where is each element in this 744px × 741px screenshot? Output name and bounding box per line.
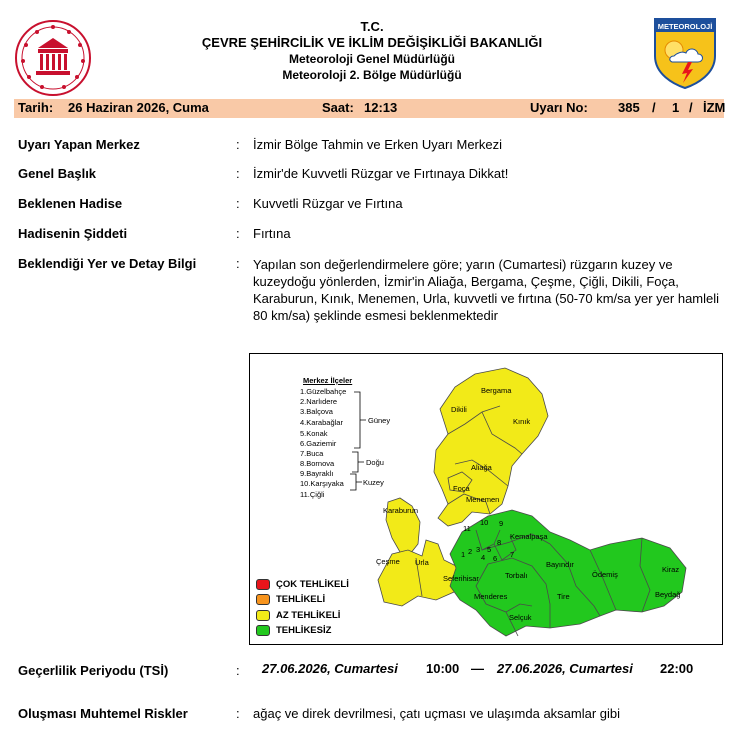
validity-start-time: 10:00 [426,661,460,676]
map-label-dikili: Dikili [451,405,467,414]
hazard-legend-less-dangerous [256,610,340,623]
validity-end-date: 27.06.2026, Cumartesi [497,661,633,676]
hazard-swatch-yellow [256,610,270,621]
central-district-4: 4.Karabağlar [300,418,343,427]
hazard-label-dangerous: TEHLİKELİ [276,594,326,606]
map-label-menemen: Menemen [466,495,500,504]
info-band [14,99,724,118]
hazard-label-less-dangerous: AZ TEHLİKELİ [276,610,341,622]
map-label-menderes: Menderes [474,592,508,601]
map-label-district-7: 7 [510,550,515,559]
map-label-cesme: Çeşme [376,557,400,566]
meteorology-logo [652,16,718,90]
map-label-district-3: 3 [476,545,481,554]
central-district-2: 2.Narlıdere [300,397,338,406]
map-label-torbali: Torbalı [505,571,528,580]
hazard-legend-dangerous [256,594,325,607]
central-district-9: 9.Bayraklı [300,469,334,478]
map-label-district-11: 11 [463,524,471,533]
hazard-swatch-orange [256,594,270,605]
warning-level: 1 [672,100,680,115]
hazard-label-very-dangerous: ÇOK TEHLİKELİ [276,579,349,591]
map-label-bayindir: Bayındır [546,560,574,569]
map-label-kiraz: Kiraz [662,565,680,574]
detail-value: Yapılan son değerlendirmelere göre; yarın (Cumartesi) rüzgarın kuzey ve kuzeydoğu yönlerden, İzmir'in Aliağa, Bergama, Çeşme, Çiğli, Dikili, Foça, Karaburun, Kınık, Menemen, Urla, kuvvetli ve fırtına (50-70 km/sa yer yer hamleli 80 km/sa) şeklinde esmesi beklenmektedir [253,257,720,323]
map-label-foca: Foça [453,484,470,493]
time-value: 12:13 [364,100,398,115]
map-label-seferihisar: Seferihisar [443,574,479,583]
date-value: 26 Haziran 2026, Cuma [68,100,209,115]
detail-label: Beklendiği Yer ve Detay Bilgi [18,256,197,271]
warning-map [249,353,723,645]
title-value: İzmir'de Kuvvetli Rüzgar ve Fırtınaya Dikkat! [253,166,509,181]
severity-colon: : [236,226,240,241]
map-label-district-6: 6 [493,554,498,563]
risks-label: Oluşması Muhtemel Riskler [18,706,188,721]
validity-dash: — [471,661,484,676]
header-general-directorate: Meteoroloji Genel Müdürlüğü [289,52,455,66]
central-district-11: 11.Çiğli [300,490,325,499]
center-value: İzmir Bölge Tahmin ve Erken Uyarı Merkezi [253,137,503,152]
risks-colon: : [236,706,240,721]
event-value: Kuvvetli Rüzgar ve Fırtına [253,196,403,211]
group-south-label: Güney [368,416,391,425]
central-district-3: 3.Balçova [300,407,333,416]
map-label-selcuk: Selçuk [509,613,532,622]
map-label-beydag: Beydağ [655,590,681,599]
map-label-odemis: Ödemiş [592,570,618,579]
map-label-district-8: 8 [497,538,502,547]
warning-number-label: Uyarı No: [530,100,588,115]
warning-separator-2: / [689,100,693,115]
central-district-8: 8.Bornova [300,459,335,468]
title-label: Genel Başlık [18,166,97,181]
meteorology-logo-text: METEOROLOJİ [657,22,713,31]
map-label-aliaga: Aliağa [471,463,492,472]
map-label-urla: Urla [415,558,429,567]
validity-colon: : [236,663,240,678]
map-zone-green [450,510,686,636]
severity-value: Fırtına [253,226,291,241]
header-ministry: ÇEVRE ŞEHİRCİLİK VE İKLİM DEĞİŞİKLİĞİ BAKANLIĞI [201,35,543,50]
central-district-6: 6.Gaziemir [300,439,337,448]
warning-number: 385 [618,100,640,115]
time-label: Saat: [322,100,354,115]
event-label: Beklenen Hadise [18,196,123,211]
header-regional-directorate: Meteoroloji 2. Bölge Müdürlüğü [282,68,462,82]
map-label-tire: Tire [557,592,570,601]
map-label-kemalpasa: Kemalpaşa [510,532,548,541]
hazard-legend-safe [256,625,331,638]
center-colon: : [236,137,240,152]
detail-colon: : [236,256,240,271]
warning-separator-1: / [652,100,656,115]
hazard-swatch-green [256,625,270,636]
group-east-label: Doğu [366,458,384,467]
map-label-district-10: 10 [480,518,489,527]
title-colon: : [236,166,240,181]
hazard-legend-very-dangerous [256,579,349,592]
central-district-1: 1.Güzelbahçe [300,387,347,396]
map-label-district-9: 9 [499,519,504,528]
map-zone-yellow-cesme-urla [378,540,464,606]
validity-end-time: 22:00 [660,661,694,676]
map-label-karaburun: Karaburun [383,506,419,515]
severity-label: Hadisenin Şiddeti [18,226,128,241]
validity-label: Geçerlilik Periyodu (TSİ) [18,663,169,678]
hazard-label-safe: TEHLİKESİZ [276,625,332,637]
group-north-label: Kuzey [363,478,384,487]
map-label-kinik: Kınık [513,417,531,426]
map-label-district-4: 4 [481,553,486,562]
central-districts-title: Merkez İlçeler [303,376,353,385]
map-label-district-1: 1 [461,550,466,559]
map-label-district-2: 2 [468,547,473,556]
central-district-5: 5.Konak [300,429,328,438]
center-label: Uyarı Yapan Merkez [18,137,140,152]
date-label: Tarih: [18,100,54,115]
central-district-7: 7.Buca [300,449,324,458]
validity-start-date: 27.06.2026, Cumartesi [262,661,398,676]
warning-office: İZM [703,100,726,115]
map-label-district-5: 5 [487,545,492,554]
header-line-tc: T.C. [360,19,384,34]
map-label-bergama: Bergama [481,386,512,395]
hazard-swatch-red [256,579,270,590]
risks-value: ağaç ve direk devrilmesi, çatı uçması ve ulaşımda aksamlar gibi [253,706,621,721]
central-district-10: 10.Karşıyaka [300,479,344,488]
event-colon: : [236,196,240,211]
